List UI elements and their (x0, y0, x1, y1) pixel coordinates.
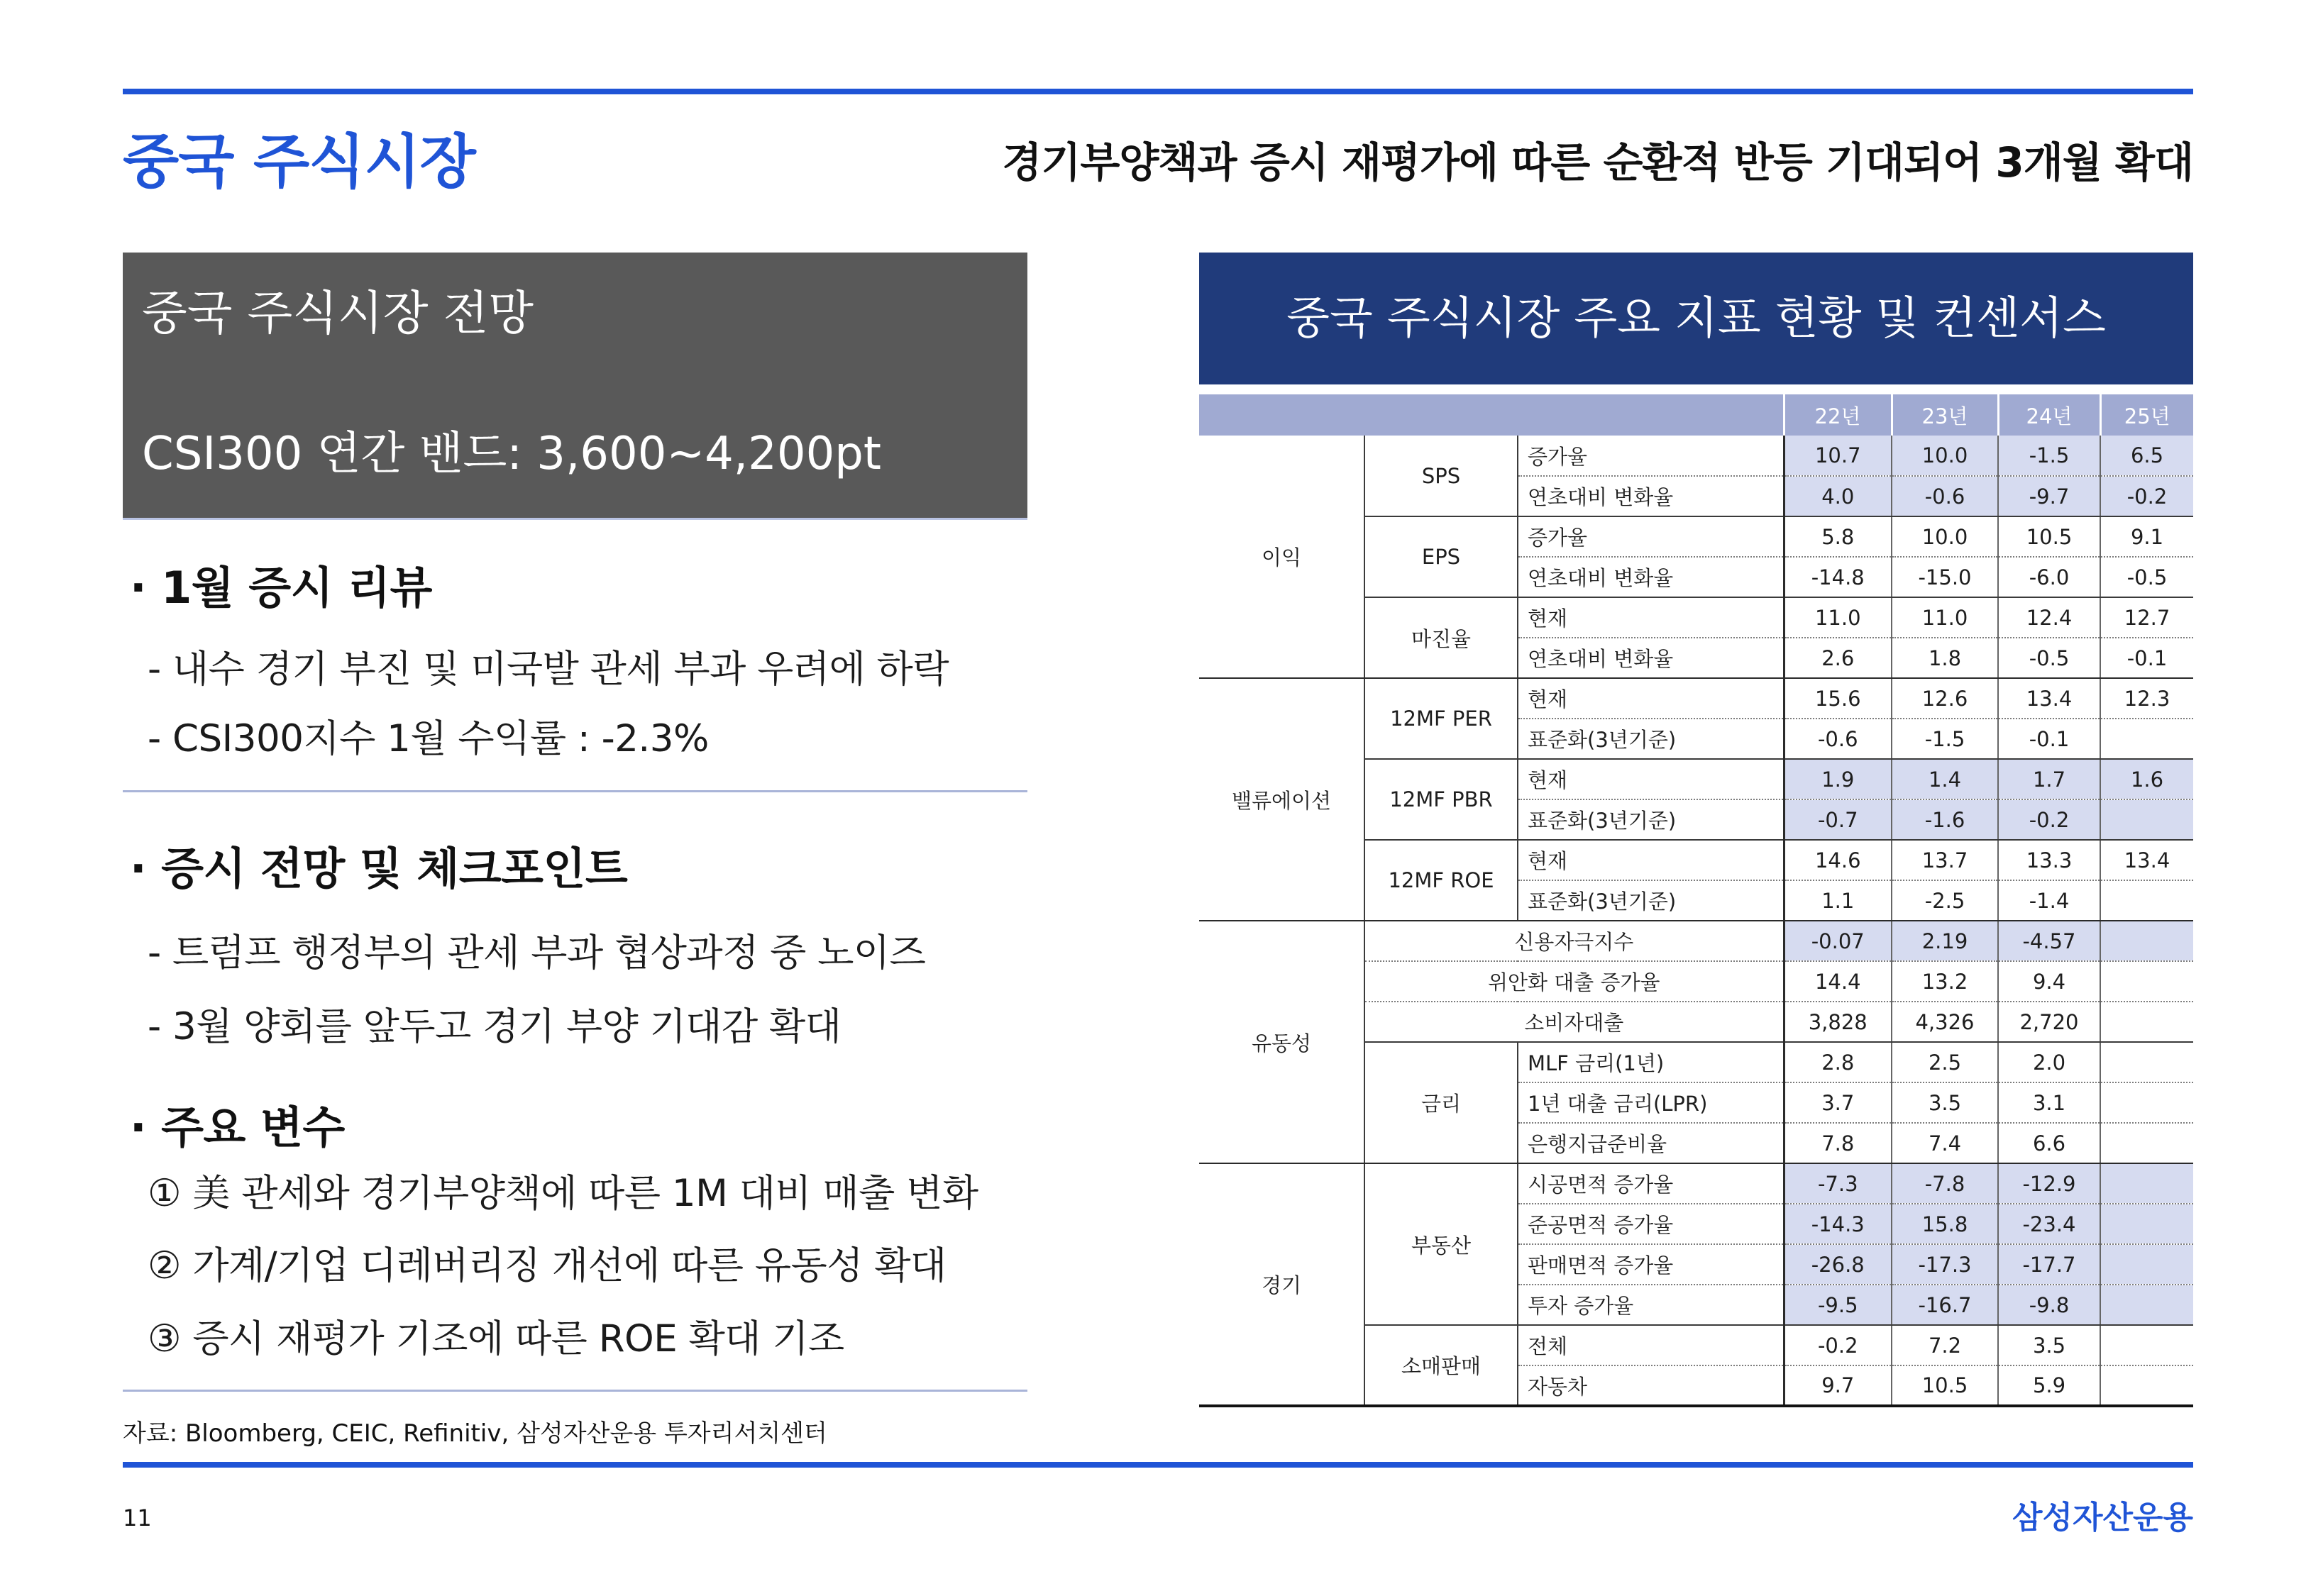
numbered-item: ① 美 관세와 경기부양책에 따른 1M 대비 매출 변화 (148, 1172, 978, 1215)
value-cell: -0.7 (1784, 799, 1892, 840)
metric-cell: 표준화(3년기준) (1518, 719, 1784, 759)
value-cell: -4.57 (1998, 921, 2100, 961)
metric-cell: 1년 대출 금리(LPR) (1518, 1082, 1784, 1123)
metric-cell: 자동차 (1518, 1365, 1784, 1406)
value-cell: 10.7 (1784, 436, 1892, 476)
value-cell: 1.4 (1892, 759, 1998, 799)
bottom-rule (123, 1462, 2193, 1468)
value-cell: 12.4 (1998, 597, 2100, 638)
metric-cell: 현재 (1518, 840, 1784, 880)
table-row (1199, 678, 2193, 719)
value-cell: 10.5 (1998, 516, 2100, 557)
metric-cell: 증가율 (1518, 516, 1784, 557)
value-cell: 2.6 (1784, 638, 1892, 678)
value-cell: -0.6 (1784, 719, 1892, 759)
metric-cell: 투자 증가율 (1518, 1285, 1784, 1325)
value-cell: 2.8 (1784, 1042, 1892, 1082)
value-cell: -17.3 (1892, 1244, 1998, 1285)
metric-cell: 연초대비 변화율 (1518, 476, 1784, 516)
metric-cell: 은행지급준비율 (1518, 1123, 1784, 1163)
value-cell (2100, 1365, 2193, 1406)
value-cell: -7.3 (1784, 1163, 1892, 1204)
value-cell: -12.9 (1998, 1163, 2100, 1204)
value-cell (2100, 719, 2193, 759)
value-cell: -23.4 (1998, 1204, 2100, 1244)
metric-cell: 준공면적 증가율 (1518, 1204, 1784, 1244)
value-cell: -0.1 (1998, 719, 2100, 759)
value-cell: 6.5 (2100, 436, 2193, 476)
subcategory-cell: 12MF PBR (1364, 759, 1518, 840)
value-cell: 4.0 (1784, 476, 1892, 516)
indicator-table (1199, 394, 2193, 1407)
value-cell: 1.7 (1998, 759, 2100, 799)
bullet-item: - 3월 양회를 앞두고 경기 부양 기대감 확대 (148, 1005, 842, 1048)
metric-cell: 판매면적 증가율 (1518, 1244, 1784, 1285)
subcategory-cell: 금리 (1364, 1042, 1518, 1163)
section-heading-outlook-checkpoints: · 증시 전망 및 체크포인트 (130, 843, 628, 894)
value-cell: 7.2 (1892, 1325, 1998, 1365)
value-cell: 5.8 (1784, 516, 1892, 557)
year-header: 22년 (1784, 394, 1892, 436)
value-cell: 9.7 (1784, 1365, 1892, 1406)
value-cell: 1.9 (1784, 759, 1892, 799)
metric-cell: 위안화 대출 증가율 (1364, 961, 1784, 1002)
metric-cell: 표준화(3년기준) (1518, 880, 1784, 921)
outlook-title: 중국 주식시장 전망 (142, 286, 534, 340)
value-cell (2100, 1285, 2193, 1325)
value-cell (2100, 1244, 2193, 1285)
metric-cell: 현재 (1518, 678, 1784, 719)
table-row (1199, 1163, 2193, 1204)
value-cell: 3,828 (1784, 1002, 1892, 1042)
subcategory-cell: 12MF PER (1364, 678, 1518, 759)
metric-cell: 시공면적 증가율 (1518, 1163, 1784, 1204)
numbered-item: ② 가계/기업 디레버리징 개선에 따른 유동성 확대 (148, 1244, 947, 1287)
metric-cell: 연초대비 변화율 (1518, 557, 1784, 597)
value-cell (2100, 1082, 2193, 1123)
value-cell: -15.0 (1892, 557, 1998, 597)
top-rule (123, 89, 2193, 94)
value-cell: 3.5 (1998, 1325, 2100, 1365)
value-cell: -6.0 (1998, 557, 2100, 597)
metric-cell: MLF 금리(1년) (1518, 1042, 1784, 1082)
value-cell (2100, 1042, 2193, 1082)
category-cell: 유동성 (1199, 921, 1364, 1163)
year-header: 24년 (1998, 394, 2100, 436)
bullet-item: - 트럼프 행정부의 관세 부과 협상과정 중 노이즈 (148, 931, 926, 975)
subcategory-cell: EPS (1364, 516, 1518, 597)
value-cell: 10.0 (1892, 516, 1998, 557)
section-divider (123, 790, 1027, 792)
value-cell (2100, 799, 2193, 840)
subcategory-cell: 12MF ROE (1364, 840, 1518, 921)
value-cell: 11.0 (1784, 597, 1892, 638)
value-cell: 13.7 (1892, 840, 1998, 880)
section-heading-january-review: · 1월 증시 리뷰 (130, 562, 432, 614)
value-cell: -1.5 (1892, 719, 1998, 759)
year-header: 23년 (1892, 394, 1998, 436)
table-header (1199, 394, 2193, 436)
section-divider (123, 1390, 1027, 1392)
value-cell: 4,326 (1892, 1002, 1998, 1042)
metric-cell: 증가율 (1518, 436, 1784, 476)
value-cell: 9.1 (2100, 516, 2193, 557)
value-cell: -1.5 (1998, 436, 2100, 476)
value-cell (2100, 1002, 2193, 1042)
value-cell: 15.8 (1892, 1204, 1998, 1244)
value-cell: 12.7 (2100, 597, 2193, 638)
value-cell: 14.4 (1784, 961, 1892, 1002)
bullet-item: - 내수 경기 부진 및 미국발 관세 부과 우려에 하락 (148, 648, 949, 691)
value-cell: 13.4 (2100, 840, 2193, 880)
value-cell: 12.6 (1892, 678, 1998, 719)
table-body (1199, 436, 2193, 1406)
outlook-box (123, 253, 1027, 520)
value-cell: 9.4 (1998, 961, 2100, 1002)
value-cell: 1.6 (2100, 759, 2193, 799)
value-cell: -14.3 (1784, 1204, 1892, 1244)
value-cell: 2.0 (1998, 1042, 2100, 1082)
value-cell: 12.3 (2100, 678, 2193, 719)
metric-cell: 현재 (1518, 759, 1784, 799)
category-cell: 이익 (1199, 436, 1364, 678)
subcategory-cell: SPS (1364, 436, 1518, 516)
subcategory-cell: 마진율 (1364, 597, 1518, 678)
category-cell: 밸류에이션 (1199, 678, 1364, 921)
value-cell: 3.5 (1892, 1082, 1998, 1123)
value-cell: -16.7 (1892, 1285, 1998, 1325)
value-cell (2100, 1123, 2193, 1163)
subcategory-cell: 부동산 (1364, 1163, 1518, 1325)
table-header-row (1199, 394, 2193, 436)
value-cell: 15.6 (1784, 678, 1892, 719)
value-cell: -0.2 (2100, 476, 2193, 516)
value-cell: 3.1 (1998, 1082, 2100, 1123)
value-cell: 2.19 (1892, 921, 1998, 961)
value-cell: -0.5 (2100, 557, 2193, 597)
value-cell: -26.8 (1784, 1244, 1892, 1285)
value-cell: 10.5 (1892, 1365, 1998, 1406)
table-row (1199, 436, 2193, 476)
subcategory-cell: 소매판매 (1364, 1325, 1518, 1406)
value-cell: 13.2 (1892, 961, 1998, 1002)
value-cell: 11.0 (1892, 597, 1998, 638)
value-cell: 7.8 (1784, 1123, 1892, 1163)
value-cell: 6.6 (1998, 1123, 2100, 1163)
value-cell (2100, 1204, 2193, 1244)
year-header: 25년 (2100, 394, 2193, 436)
table-title: 중국 주식시장 주요 지표 현황 및 컨센서스 (1199, 253, 2193, 384)
value-cell: 10.0 (1892, 436, 1998, 476)
metric-cell: 현재 (1518, 597, 1784, 638)
value-cell: 14.6 (1784, 840, 1892, 880)
value-cell: 13.3 (1998, 840, 2100, 880)
value-cell: 13.4 (1998, 678, 2100, 719)
value-cell: -1.4 (1998, 880, 2100, 921)
category-cell: 경기 (1199, 1163, 1364, 1406)
value-cell: -9.8 (1998, 1285, 2100, 1325)
value-cell: 1.1 (1784, 880, 1892, 921)
metric-cell: 신용자극지수 (1364, 921, 1784, 961)
value-cell (2100, 1163, 2193, 1204)
metric-cell: 표준화(3년기준) (1518, 799, 1784, 840)
value-cell: -14.8 (1784, 557, 1892, 597)
value-cell (2100, 1325, 2193, 1365)
brand-logo: 삼성자산운용 (2012, 1500, 2193, 1536)
value-cell: -7.8 (1892, 1163, 1998, 1204)
value-cell: -0.2 (1998, 799, 2100, 840)
value-cell (2100, 921, 2193, 961)
table-row (1199, 921, 2193, 961)
value-cell: -1.6 (1892, 799, 1998, 840)
headline: 경기부양책과 증시 재평가에 따른 순환적 반등 기대되어 3개월 확대 (1002, 138, 2193, 187)
value-cell: -0.1 (2100, 638, 2193, 678)
value-cell: -0.5 (1998, 638, 2100, 678)
metric-cell: 연초대비 변화율 (1518, 638, 1784, 678)
value-cell: -2.5 (1892, 880, 1998, 921)
value-cell: -9.5 (1784, 1285, 1892, 1325)
value-cell: -17.7 (1998, 1244, 2100, 1285)
value-cell (2100, 880, 2193, 921)
bullet-item: - CSI300지수 1월 수익률 : -2.3% (148, 717, 709, 760)
value-cell: 2.5 (1892, 1042, 1998, 1082)
value-cell: 5.9 (1998, 1365, 2100, 1406)
value-cell: -0.6 (1892, 476, 1998, 516)
source-note: 자료: Bloomberg, CEIC, Refinitiv, 삼성자산운용 투자리서치센터 (123, 1419, 827, 1448)
numbered-item: ③ 증시 재평가 기조에 따른 ROE 확대 기조 (148, 1317, 844, 1361)
value-cell: 2,720 (1998, 1002, 2100, 1042)
table-header-blank (1199, 394, 1784, 436)
value-cell: -0.2 (1784, 1325, 1892, 1365)
metric-cell: 전체 (1518, 1325, 1784, 1365)
section-title: 중국 주식시장 (123, 128, 475, 196)
value-cell: -9.7 (1998, 476, 2100, 516)
metric-cell: 소비자대출 (1364, 1002, 1784, 1042)
value-cell: 7.4 (1892, 1123, 1998, 1163)
index-band: CSI300 연간 밴드: 3,600~4,200pt (142, 428, 882, 480)
value-cell: 1.8 (1892, 638, 1998, 678)
section-heading-key-variables: · 주요 변수 (130, 1102, 345, 1153)
value-cell: -0.07 (1784, 921, 1892, 961)
value-cell: 3.7 (1784, 1082, 1892, 1123)
page-number: 11 (123, 1504, 152, 1531)
value-cell (2100, 961, 2193, 1002)
